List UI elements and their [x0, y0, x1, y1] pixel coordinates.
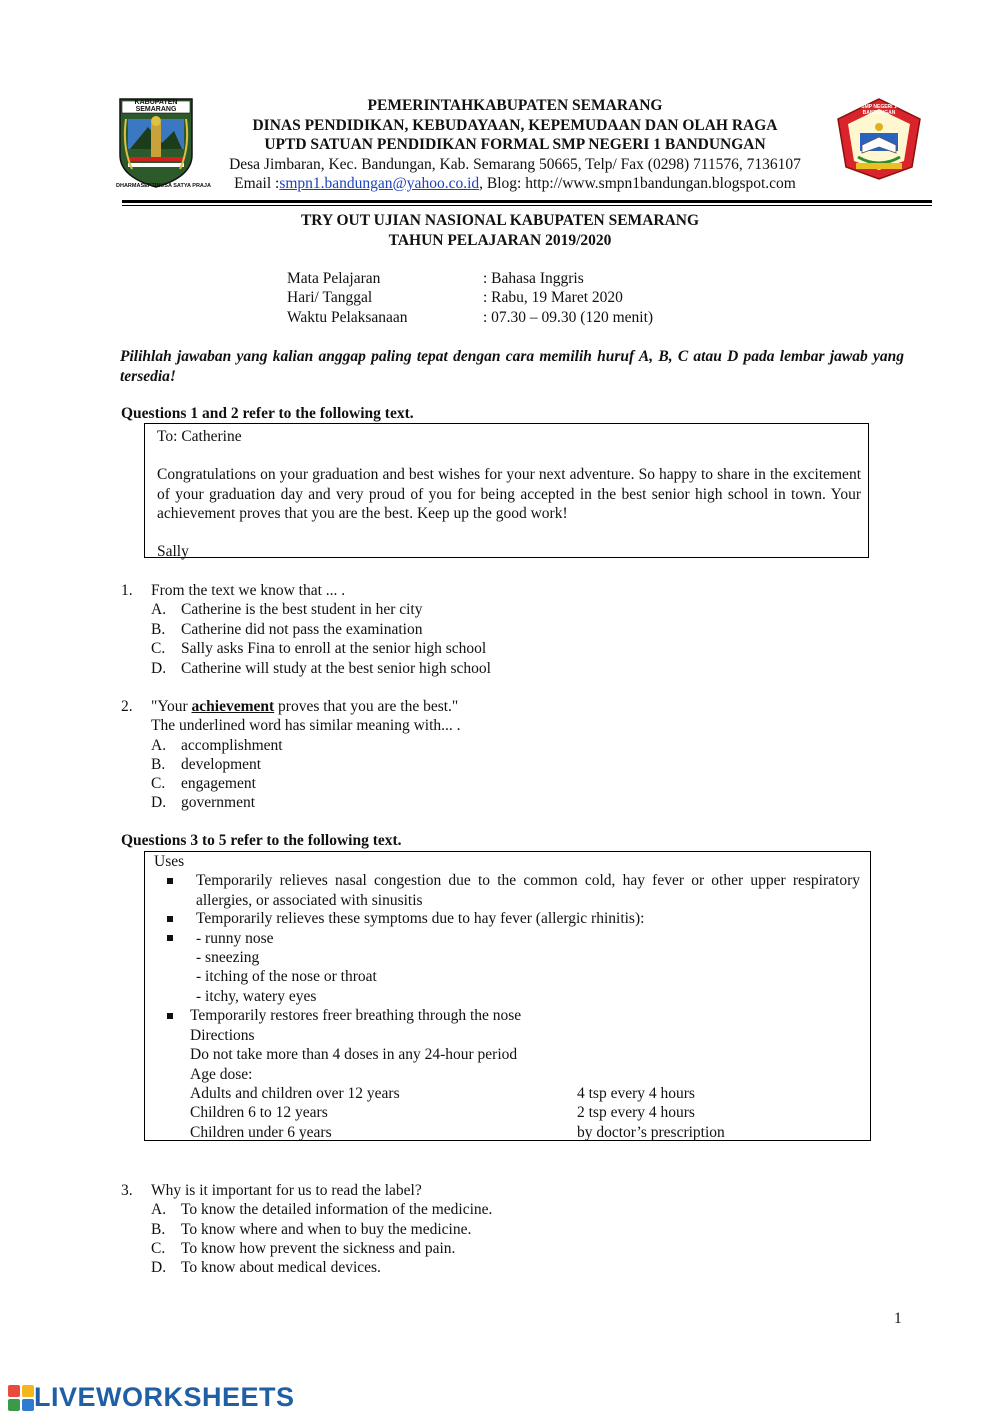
- question-text: From the text we know that ... .: [151, 582, 346, 599]
- q3-option-c[interactable]: [151, 1239, 455, 1259]
- letterhead-contact: [195, 174, 835, 194]
- reading-text-box-2: [144, 851, 871, 1141]
- q2-option-d[interactable]: [151, 793, 255, 813]
- quote-pre: "Your: [151, 698, 192, 715]
- exam-title: [0, 211, 1000, 250]
- q3-option-b[interactable]: [151, 1220, 471, 1240]
- option-letter: A.: [151, 1201, 167, 1218]
- uses-heading: Uses: [154, 853, 185, 870]
- school-logo-caption: SMP NEGERI 1 BANDUNGAN: [861, 104, 897, 116]
- option-text: To know where and when to buy the medicine.: [181, 1221, 472, 1238]
- symptom-item: - runny nose: [196, 930, 274, 947]
- option-text: To know the detailed information of the medicine.: [181, 1201, 493, 1218]
- q1-option-b[interactable]: [151, 620, 422, 640]
- header-rule-thin: [122, 205, 932, 206]
- liveworksheets-icon: [8, 1385, 34, 1411]
- exam-instruction: Pilihlah jawaban yang kalian anggap paling tepat dengan cara memilih huruf A, B, C atau D pada lembar jawab yang tersedia!: [120, 348, 904, 385]
- letterhead-line3: UPTD SATUAN PENDIDIKAN FORMAL SMP NEGERI 1 BANDUNGAN: [264, 136, 766, 153]
- question-number: 2.: [121, 698, 133, 715]
- question-text: Why is it important for us to read the label?: [151, 1182, 422, 1199]
- question-2-prompt: The underlined word has similar meaning with... .: [151, 717, 461, 734]
- emblem-motto: DHARMASEPTINUSA SATYA PRAJA: [116, 183, 211, 189]
- age-dose-heading: Age dose:: [190, 1066, 253, 1083]
- section2-heading: Questions 3 to 5 refer to the following text.: [121, 832, 402, 849]
- option-text: engagement: [181, 775, 256, 792]
- info-row-date: [287, 289, 623, 307]
- bullet-icon: [167, 916, 173, 922]
- q3-option-d[interactable]: [151, 1258, 381, 1278]
- bullet-item-1: Temporarily relieves nasal congestion due to the common cold, hay fever or other upper respiratory allergies, or associated with sinusitis: [196, 872, 860, 909]
- option-letter: B.: [151, 1221, 166, 1238]
- option-text: government: [181, 794, 256, 811]
- option-letter: A.: [151, 601, 167, 618]
- exam-title-line1: TRY OUT UJIAN NASIONAL KABUPATEN SEMARANG: [300, 212, 700, 229]
- bullet-icon: [167, 878, 173, 884]
- symptom-item: - sneezing: [196, 949, 260, 966]
- option-text: Catherine is the best student in her city: [181, 601, 423, 618]
- symptom-item: - itching of the nose or throat: [196, 968, 377, 985]
- option-text: Catherine will study at the best senior high school: [181, 660, 491, 677]
- info-value: : Bahasa Inggris: [483, 270, 584, 287]
- bullet-item-3: Temporarily restores freer breathing through the nose: [190, 1007, 522, 1024]
- dose-age: Adults and children over 12 years: [190, 1085, 400, 1102]
- info-row-subject: [287, 270, 584, 288]
- q2-option-b[interactable]: [151, 755, 261, 775]
- letterhead-line2: DINAS PENDIDIKAN, KEBUDAYAAN, KEPEMUDAAN DAN OLAH RAGA: [252, 116, 778, 134]
- symptom-item: - itchy, watery eyes: [196, 988, 317, 1005]
- letterhead-line1: PEMERINTAHKABUPATEN SEMARANG: [367, 97, 663, 114]
- question-3: [121, 1181, 422, 1201]
- info-label: Mata Pelajaran: [287, 270, 381, 287]
- q2-option-c[interactable]: [151, 774, 256, 794]
- option-text: To know about medical devices.: [181, 1259, 381, 1276]
- option-letter: D.: [151, 1259, 167, 1276]
- question-1: [121, 581, 345, 601]
- option-letter: C.: [151, 775, 166, 792]
- option-letter: A.: [151, 737, 167, 754]
- info-row-time: [287, 309, 653, 327]
- emblem-caption: KABUPATEN SEMARANG: [134, 99, 178, 113]
- letter-body: Congratulations on your graduation and best wishes for your next adventure. So happy to share in the excitement of your graduation day and very proud of you for being accepted in the best senior high school in town. Your achievement proves that you are the best. Keep up the good work!: [157, 466, 861, 522]
- option-letter: C.: [151, 640, 166, 657]
- exam-title-line2: TAHUN PELAJARAN 2019/2020: [388, 231, 612, 249]
- letter-sender: Sally: [157, 543, 189, 560]
- info-label: Waktu Pelaksanaan: [287, 309, 408, 326]
- quote-post: proves that you are the best.": [274, 698, 459, 715]
- q1-option-c[interactable]: [151, 639, 486, 659]
- option-letter: D.: [151, 660, 167, 677]
- dose-age: Children 6 to 12 years: [190, 1104, 328, 1121]
- info-label: Hari/ Tanggal: [287, 289, 373, 306]
- bullet-item-2: Temporarily relieves these symptoms due to hay fever (allergic rhinitis):: [196, 910, 645, 927]
- liveworksheets-logo[interactable]: [8, 1382, 295, 1413]
- dose-amount: 4 tsp every 4 hours: [577, 1085, 695, 1102]
- dose-amount: by doctor’s prescription: [577, 1124, 725, 1141]
- bullet-icon: [167, 935, 173, 941]
- section1-heading: Questions 1 and 2 refer to the following text.: [121, 405, 414, 422]
- question-number: 1.: [121, 582, 133, 599]
- underlined-word: achievement: [191, 698, 275, 715]
- letter-recipient: To: Catherine: [157, 428, 242, 445]
- reading-text-box-1: [144, 423, 869, 558]
- email-label: Email :: [234, 175, 280, 192]
- question-2: [121, 697, 458, 717]
- option-text: accomplishment: [181, 737, 283, 754]
- option-text: To know how prevent the sickness and pain.: [181, 1240, 456, 1257]
- info-value: : 07.30 – 09.30 (120 menit): [483, 309, 654, 326]
- letterhead-address: Desa Jimbaran, Kec. Bandungan, Kab. Semarang 50665, Telp/ Fax (0298) 711576, 7136107: [229, 155, 801, 173]
- directions-heading: Directions: [190, 1027, 255, 1044]
- q2-option-a[interactable]: [151, 736, 283, 756]
- dose-amount: 2 tsp every 4 hours: [577, 1104, 695, 1121]
- dose-warning: Do not take more than 4 doses in any 24-hour period: [190, 1046, 518, 1063]
- question-number: 3.: [121, 1182, 133, 1199]
- q1-option-d[interactable]: [151, 659, 491, 679]
- option-letter: D.: [151, 794, 167, 811]
- q1-option-a[interactable]: [151, 600, 422, 620]
- option-text: development: [181, 756, 262, 773]
- dose-age: Children under 6 years: [190, 1124, 332, 1141]
- page-number: 1: [894, 1310, 902, 1327]
- option-text: Catherine did not pass the examination: [181, 621, 423, 638]
- option-letter: B.: [151, 756, 166, 773]
- header-rule-thick: [122, 200, 932, 203]
- liveworksheets-wordmark: LIVEWORKSHEETS: [34, 1382, 295, 1412]
- bullet-icon: [167, 1013, 173, 1019]
- option-text: Sally asks Fina to enroll at the senior high school: [181, 640, 487, 657]
- letterhead: [195, 96, 835, 194]
- option-letter: B.: [151, 621, 166, 638]
- option-letter: C.: [151, 1240, 166, 1257]
- info-value: : Rabu, 19 Maret 2020: [483, 289, 623, 306]
- email-link[interactable]: smpn1.bandungan@yahoo.co.id: [279, 175, 480, 192]
- blog-text: , Blog: http://www.smpn1bandungan.blogspot.com: [479, 175, 796, 192]
- q3-option-a[interactable]: [151, 1200, 492, 1220]
